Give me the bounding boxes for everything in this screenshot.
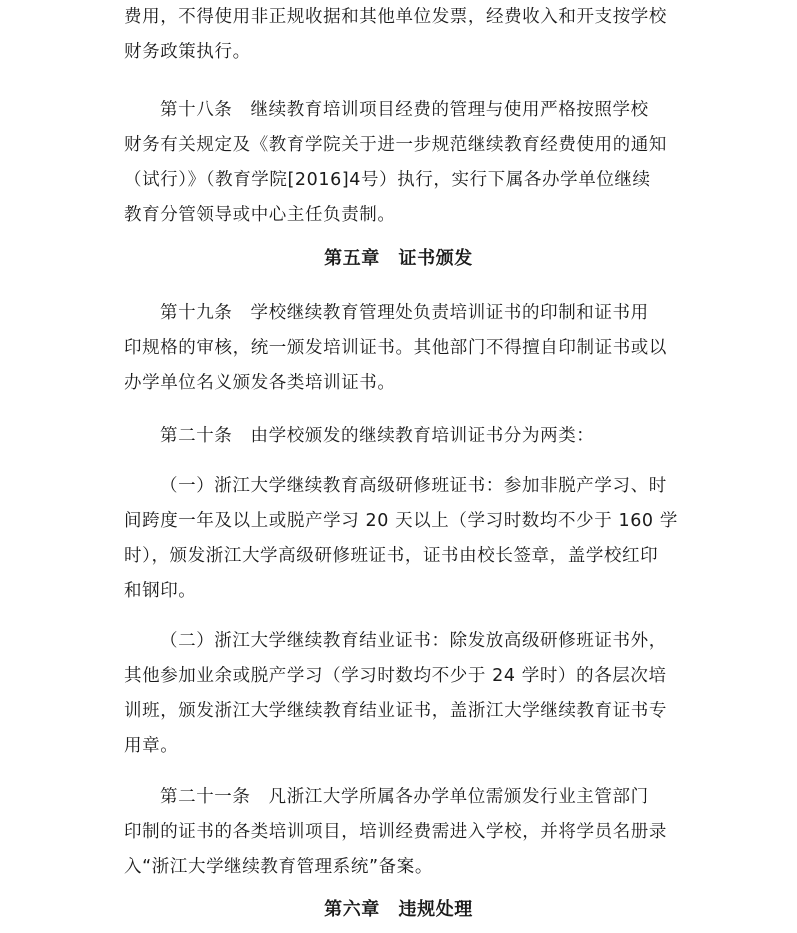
paragraph-line: 财务政策执行。: [124, 42, 251, 62]
article-21-line: 入“浙江大学继续教育管理系统”备案。: [124, 857, 433, 877]
item-2-line: 用章。: [124, 736, 179, 756]
article-21-line: 第二十一条 凡浙江大学所属各办学单位需颁发行业主管部门: [160, 787, 649, 807]
item-2-line: 其他参加业余或脱产学习（学习时数均不少于 24 学时）的各层次培: [124, 666, 667, 686]
chapter-6-heading: 第六章 违规处理: [324, 899, 473, 920]
chapter-5-heading: 第五章 证书颁发: [324, 248, 473, 269]
item-1-line: 和钢印。: [124, 581, 197, 601]
item-1-line: （一）浙江大学继续教育高级研修班证书：参加非脱产学习、时: [160, 476, 667, 496]
article-18-line: 教育分管领导或中心主任负责制。: [124, 205, 396, 225]
item-1-line: 间跨度一年及以上或脱产学习 20 天以上（学习时数均不少于 160 学: [124, 511, 678, 531]
article-20-line: 第二十条 由学校颁发的继续教育培训证书分为两类：: [160, 426, 595, 446]
item-1-line: 时），颁发浙江大学高级研修班证书，证书由校长签章，盖学校红印: [124, 546, 659, 566]
article-19-line: 办学单位名义颁发各类培训证书。: [124, 373, 396, 393]
article-18-line: （试行）》（教育学院[2016]4号）执行，实行下属各办学单位继续: [124, 170, 651, 190]
item-2-line: 训班，颁发浙江大学继续教育结业证书，盖浙江大学继续教育证书专: [124, 701, 667, 721]
paragraph-line: 费用，不得使用非正规收据和其他单位发票，经费收入和开支按学校: [124, 7, 667, 27]
item-2-line: （二）浙江大学继续教育结业证书：除发放高级研修班证书外，: [160, 631, 667, 651]
article-19-line: 印规格的审核，统一颁发培训证书。其他部门不得擅自印制证书或以: [124, 338, 667, 358]
article-18-line: 财务有关规定及《教育学院关于进一步规范继续教育经费使用的通知: [124, 135, 667, 155]
article-21-line: 印制的证书的各类培训项目，培训经费需进入学校，并将学员名册录: [124, 822, 667, 842]
article-19-line: 第十九条 学校继续教育管理处负责培训证书的印制和证书用: [160, 303, 649, 323]
article-18-line: 第十八条 继续教育培训项目经费的管理与使用严格按照学校: [160, 100, 649, 120]
